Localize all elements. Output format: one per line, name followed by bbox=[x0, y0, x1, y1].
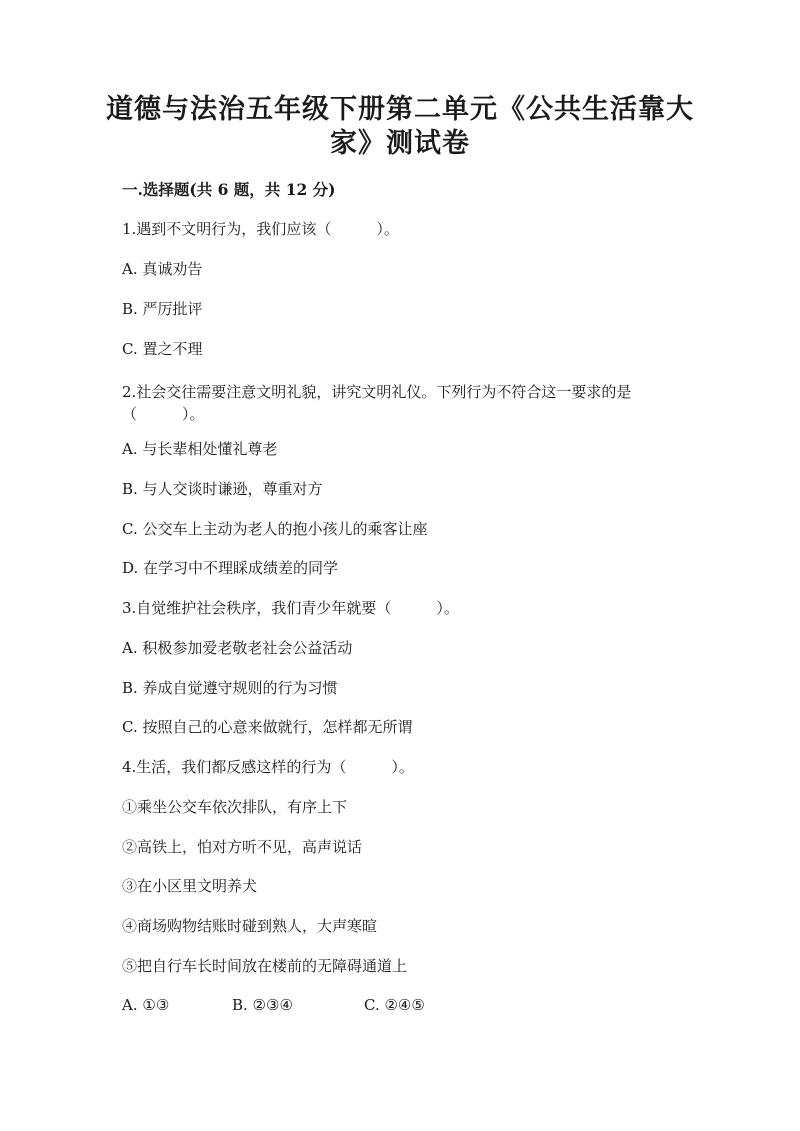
question-4-item-3: ③在小区里文明养犬 bbox=[122, 877, 258, 895]
question-2-option-d: D. 在学习中不理睬成绩差的同学 bbox=[122, 559, 339, 577]
question-2-option-c: C. 公交车上主动为老人的抱小孩儿的乘客让座 bbox=[122, 520, 428, 538]
question-4-item-2: ②高铁上，怕对方听不见，高声说话 bbox=[122, 838, 363, 856]
question-2-option-b: B. 与人交谈时谦逊，尊重对方 bbox=[122, 480, 323, 498]
question-2-stem bbox=[122, 381, 682, 425]
question-3-option-a: A. 积极参加爱老敬老社会公益活动 bbox=[122, 639, 353, 657]
question-1-option-a: A. 真诚劝告 bbox=[122, 260, 203, 278]
question-4-option-b: B. ②③④ bbox=[232, 996, 293, 1014]
question-1-stem: 1.遇到不文明行为，我们应该（ ）。 bbox=[122, 220, 399, 238]
question-2-stem-line-2: （ ）。 bbox=[122, 405, 205, 423]
title-line-2: 家》测试卷 bbox=[330, 128, 470, 159]
question-4-item-4: ④商场购物结账时碰到熟人，大声寒暄 bbox=[122, 917, 378, 935]
section-heading: 一.选择题(共 6 题，共 12 分) bbox=[122, 180, 336, 199]
question-4-item-1: ①乘坐公交车依次排队，有序上下 bbox=[122, 798, 348, 816]
question-4-option-a: A. ①③ bbox=[122, 996, 170, 1014]
question-2-stem-line-1: 2.社会交往需要注意文明礼貌，讲究文明礼仪。下列行为不符合这一要求的是 bbox=[122, 383, 632, 401]
question-4-stem: 4.生活，我们都反感这样的行为（ ）。 bbox=[122, 758, 414, 776]
question-2-option-a: A. 与长辈相处懂礼尊老 bbox=[122, 440, 278, 458]
question-1-option-c: C. 置之不理 bbox=[122, 340, 203, 358]
question-3-option-c: C. 按照自己的心意来做就行，怎样都无所谓 bbox=[122, 718, 413, 736]
question-4-option-c: C. ②④⑤ bbox=[364, 996, 425, 1014]
question-3-stem: 3.自觉维护社会秩序，我们青少年就要（ ）。 bbox=[122, 599, 459, 617]
question-1-option-b: B. 严厉批评 bbox=[122, 300, 203, 318]
page-title bbox=[100, 93, 700, 161]
question-4-item-5: ⑤把自行车长时间放在楼前的无障碍通道上 bbox=[122, 957, 408, 975]
question-3-option-b: B. 养成自觉遵守规则的行为习惯 bbox=[122, 679, 338, 697]
title-line-1: 道德与法治五年级下册第二单元《公共生活靠大 bbox=[106, 94, 694, 125]
